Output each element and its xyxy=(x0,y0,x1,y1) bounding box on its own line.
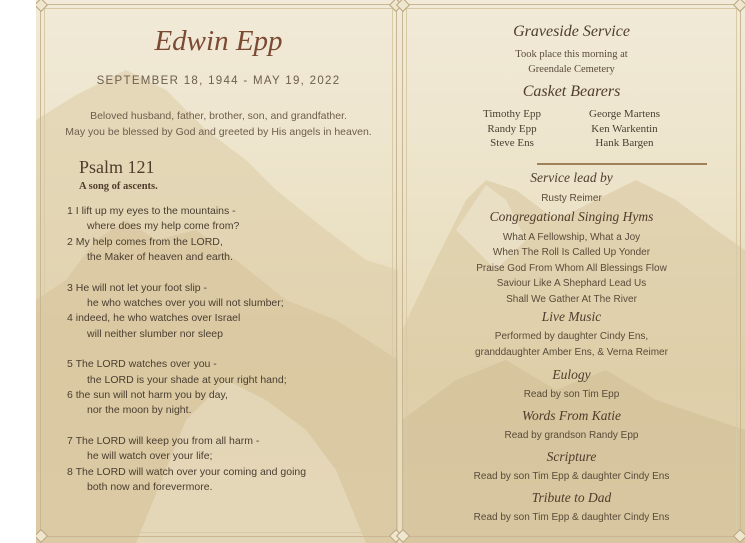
psalm-subtitle: A song of ascents. xyxy=(79,181,158,192)
left-panel xyxy=(40,4,397,537)
psalm-title: Psalm 121 xyxy=(79,157,155,177)
music-line: granddaughter Amber Ens, & Verna Reimer xyxy=(475,347,668,358)
graveside-line: Took place this morning at xyxy=(515,49,628,60)
bearer-name: Timothy Epp xyxy=(483,108,541,120)
eulogy-text: Read by son Tim Epp xyxy=(523,389,620,400)
hymn-title: When The Roll Is Called Up Yonder xyxy=(492,247,651,259)
verse-line: the LORD is your shade at your right hand; xyxy=(87,373,287,386)
bearer-name: Hank Bargen xyxy=(595,137,654,149)
bearer-name: Ken Warkentin xyxy=(591,122,658,135)
bearer-name: Randy Epp xyxy=(487,122,537,135)
bearers-list xyxy=(403,107,740,151)
verse xyxy=(67,465,387,496)
section-divider xyxy=(537,163,707,165)
verse-line: the Maker of heaven and earth. xyxy=(87,251,233,264)
tribute-heading: Tribute to Dad xyxy=(531,490,612,505)
verse-line: both now and forevermore. xyxy=(87,481,213,494)
dedication-line: May you be blessed by God and greeted by His angels in heaven. xyxy=(65,126,372,138)
hymn-title: What A Fellowship, What a Joy xyxy=(502,232,641,243)
program-sheet xyxy=(36,0,745,543)
verse-line: 4 indeed, he who watches over Israel xyxy=(67,312,241,325)
scripture-heading: Scripture xyxy=(546,449,597,464)
hymns-heading: Congregational Singing Hyms xyxy=(489,209,654,224)
hymns-list xyxy=(403,230,740,307)
graveside-line: Greendale Cemetery xyxy=(528,64,615,75)
life-dates: SEPTEMBER 18, 1944 - MAY 19, 2022 xyxy=(96,75,341,87)
verse-line: 8 The LORD will watch over your coming and going xyxy=(67,465,307,478)
service-heading: Service lead by xyxy=(530,170,613,185)
graveside-heading: Graveside Service xyxy=(513,23,630,40)
verse xyxy=(67,434,387,465)
bearers-column xyxy=(483,107,541,151)
verse-line: nor the moon by night. xyxy=(87,404,192,417)
psalm-verses xyxy=(67,204,387,496)
service-text: Rusty Reimer xyxy=(541,193,602,204)
dedication-text xyxy=(41,108,396,140)
bearer-name: George Martens xyxy=(589,108,660,120)
music-heading: Live Music xyxy=(541,309,602,324)
katie-heading: Words From Katie xyxy=(521,408,621,423)
verse-line: where does my help come from? xyxy=(87,220,240,233)
verse-line: 1 I lift up my eyes to the mountains - xyxy=(67,205,236,217)
graveside-text xyxy=(403,47,740,77)
deceased-name: Edwin Epp xyxy=(154,25,283,57)
eulogy-heading: Eulogy xyxy=(552,367,591,382)
tribute-text: Read by son Tim Epp & daughter Cindy Ens xyxy=(473,512,670,523)
bearers-column xyxy=(589,107,660,151)
dedication-line: Beloved husband, father, brother, son, and grandfather. xyxy=(90,110,347,122)
verse xyxy=(67,204,387,235)
scripture-text: Read by son Tim Epp & daughter Cindy Ens xyxy=(473,471,670,482)
verse-line: he who watches over you will not slumber; xyxy=(87,297,284,310)
verse-line: 3 He will not let your foot slip - xyxy=(67,281,208,294)
hymn-title: Saviour Like A Shephard Lead Us xyxy=(496,278,647,290)
music-line: Performed by daughter Cindy Ens, xyxy=(494,331,649,342)
verse-line: 7 The LORD will keep you from all harm - xyxy=(67,434,260,447)
verse xyxy=(67,311,387,342)
verse-line: 5 The LORD watches over you - xyxy=(67,358,217,371)
verse-line: 6 the sun will not harm you by day, xyxy=(67,389,228,402)
verse xyxy=(67,235,387,266)
hymn-title: Shall We Gather At The River xyxy=(506,293,637,305)
verse xyxy=(67,388,387,419)
verse-line: will neither slumber nor sleep xyxy=(87,327,223,340)
katie-text: Read by grandson Randy Epp xyxy=(504,430,639,441)
hymn-title: Praise God From Whom All Blessings Flow xyxy=(476,262,667,274)
right-panel xyxy=(402,4,741,537)
bearer-name: Steve Ens xyxy=(490,137,534,149)
verse-line: 2 My help comes from the LORD, xyxy=(67,235,223,248)
music-text xyxy=(403,329,740,361)
verse xyxy=(67,357,387,388)
verse xyxy=(67,281,387,312)
verse-line: he will watch over your life; xyxy=(87,450,213,463)
bearers-heading: Casket Bearers xyxy=(522,83,621,100)
